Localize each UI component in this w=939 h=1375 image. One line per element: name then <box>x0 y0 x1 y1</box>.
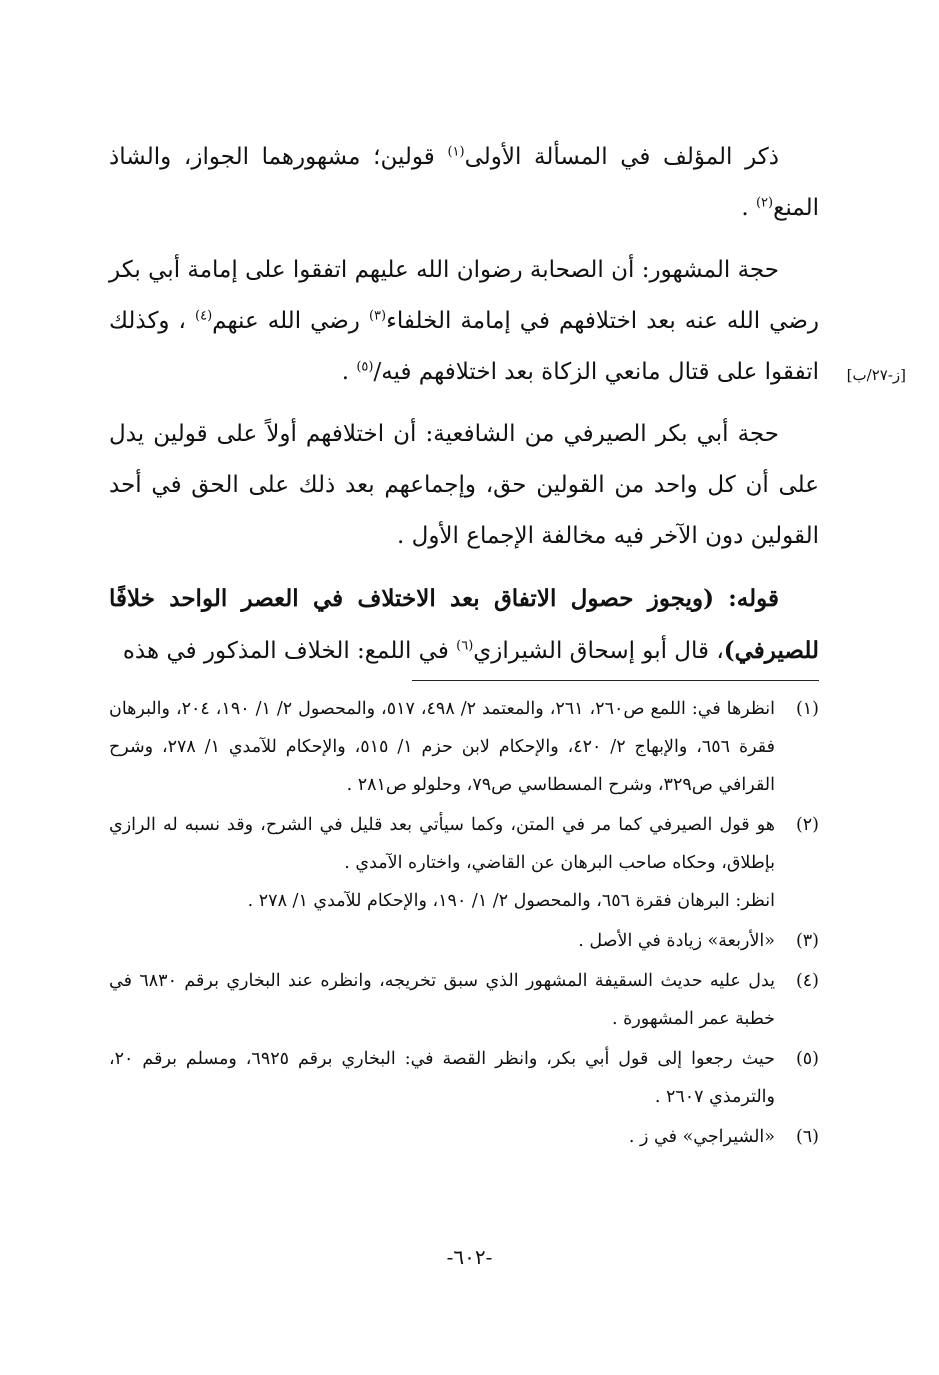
footnote-number: (١) <box>795 699 819 719</box>
page-number: -٦٠٢- <box>446 1245 493 1269</box>
footnote-number: (٦) <box>795 1127 819 1147</box>
footnote-number: (٢) <box>795 815 819 835</box>
paragraph-4: قوله: (ويجوز حصول الاتفاق بعد الاختلاف في العصر الواحد خلافًا للصيرفي)، قال أبو إسحاق الشيرازي$^{(٦)}$ في اللمع: الخلاف المذكور في هذه <box>109 585 819 664</box>
footnote-number: (٥) <box>795 1049 819 1069</box>
footnote <box>109 1040 819 1116</box>
main-text <box>109 132 819 688</box>
paragraph-1: ذكر المؤلف في المسألة الأولى$^{(١)}$ قولين؛ مشهورهما الجواز، والشاذ المنع$^{(٢)}$ . <box>109 144 819 221</box>
footnote-ref-1[interactable]: (١) <box>447 144 465 160</box>
footnote <box>109 690 819 804</box>
footnote <box>109 962 819 1038</box>
paragraph-3: حجة أبي بكر الصيرفي من الشافعية: أن اختلافهم أولاً على قولين يدل على أن كل واحد من القولين حق، وإجماعهم بعد ذلك على الحق في أحد القولين دون الآخر فيه مخالفة الإجماع الأول . <box>109 421 819 549</box>
footnote-text: يدل عليه حديث السقيفة المشهور الذي سبق تخريجه، وانظره عند البخاري برقم ٦٨٣٠ في خطبة عمر المشهورة . <box>109 971 776 1029</box>
footnote-ref-4[interactable]: (٤) <box>195 308 213 324</box>
footnote-ref-2[interactable]: (٢) <box>755 195 774 211</box>
footnote-text: هو قول الصيرفي كما مر في المتن، وكما سيأتي بعد قليل في الشرح، وقد نسبه له الرازي بإطلاق، وحكاه صاحب البرهان عن القاضي، واختاره الآمدي . انظر: البرهان فقرة ٦٥٦، والمحصول ٢/ ١/ ١٩٠، والإحكام للآمدي ١/ ٢٧٨ . <box>109 815 775 911</box>
footnote-number: (٣) <box>795 931 819 951</box>
footnote <box>109 922 819 960</box>
footnotes <box>109 690 819 1158</box>
footnote-ref-5[interactable]: (٥) <box>356 359 374 375</box>
footnote-text: انظرها في: اللمع ص٢٦٠، ٢٦١، والمعتمد ٢/ ٤٩٨، ٥١٧، والمحصول ٢/ ١/ ١٩٠، ٢٠٤، والبرهان فقرة ٦٥٦، والإبهاج ٢/ ٤٢٠، والإحكام لابن حزم ١/ ٥١٥، والإحكام للآمدي ١/ ٢٧٨، وشرح القرافي ص٣٢٩، وشرح المسطاسي ص٧٩، وحلولو ص٢٨١ . <box>109 699 775 795</box>
commentary-label: قوله: <box>713 585 779 612</box>
footnote-text: حيث رجعوا إلى قول أبي بكر، وانظر القصة في: البخاري برقم ٦٩٢٥، ومسلم برقم ٢٠، والترمذي ٢٦٠٧ . <box>109 1049 775 1107</box>
footnote-ref-3[interactable]: (٣) <box>368 308 387 324</box>
footnote-divider <box>412 680 819 681</box>
quoted-text: (ويجوز حصول الاتفاق بعد الاختلاف في العصر الواحد خلافًا للصيرفي) <box>109 585 819 664</box>
footnote <box>109 806 819 920</box>
footnote-ref-6[interactable]: (٦) <box>456 638 474 654</box>
footnote-text: «الشيراجي» في ز . <box>628 1127 775 1147</box>
footnote-text: «الأربعة» زيادة في الأصل . <box>578 931 775 951</box>
footnote-number: (٤) <box>795 971 819 991</box>
manuscript-folio-marker: [ز-٢٧/ب] <box>846 366 906 384</box>
paragraph-2: حجة المشهور: أن الصحابة رضوان الله عليهم اتفقوا على إمامة أبي بكر رضي الله عنه بعد اختلافهم في إمامة الخلفاء$^{(٣)}$ رضي الله عنهم$^{(٤)}$ ، وكذلك اتفقوا على قتال مانعي الزكاة بعد اختلافهم فيه/$^{(٥)}$ . <box>109 257 819 385</box>
footnote <box>109 1118 819 1156</box>
